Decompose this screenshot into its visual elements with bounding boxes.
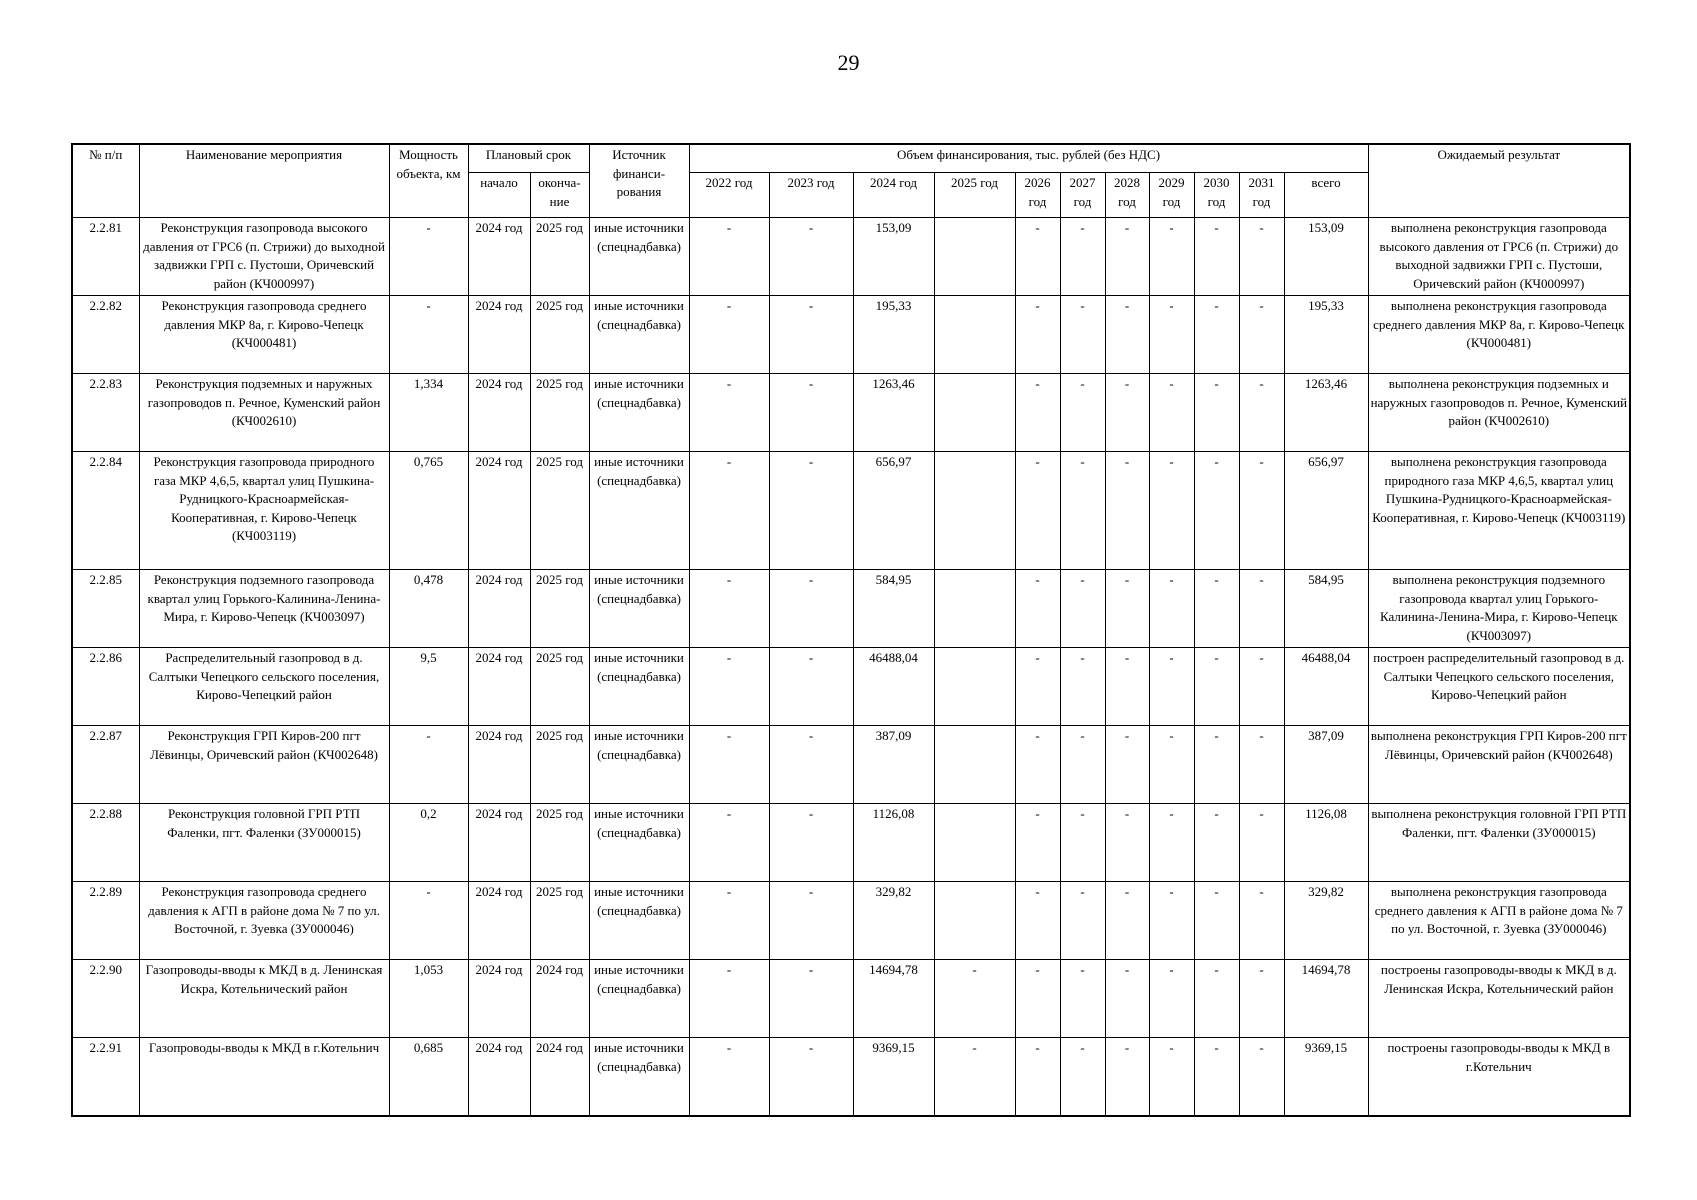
cell-2022: - — [689, 648, 769, 726]
cell-num: 2.2.83 — [72, 374, 139, 452]
cell-2031: - — [1239, 804, 1284, 882]
cell-2025 — [934, 452, 1015, 570]
cell-start: 2024 год — [468, 804, 530, 882]
cell-result: выполнена реконструкция газопровода природного газа МКР 4,6,5, квартал улиц Пушкина-Рудницкого-Красноармейская-Кооперативная, г. Кирово-Чепецк (КЧ003119) — [1368, 452, 1630, 570]
cell-2028: - — [1105, 960, 1149, 1038]
cell-num: 2.2.89 — [72, 882, 139, 960]
cell-start: 2024 год — [468, 570, 530, 648]
cell-capacity: - — [389, 726, 468, 804]
cell-2023: - — [769, 218, 853, 296]
cell-num: 2.2.90 — [72, 960, 139, 1038]
cell-2023: - — [769, 726, 853, 804]
cell-2025 — [934, 296, 1015, 374]
cell-source: иные источники (спецнадбавка) — [589, 960, 689, 1038]
cell-end: 2025 год — [530, 296, 589, 374]
cell-result: построены газопроводы-вводы к МКД в д. Ленинская Искра, Котельнический район — [1368, 960, 1630, 1038]
cell-2030: - — [1194, 570, 1239, 648]
table-row — [72, 1038, 1630, 1116]
cell-2028: - — [1105, 374, 1149, 452]
table-row — [72, 452, 1630, 570]
cell-name: Реконструкция подземного газопровода квартал улиц Горького-Калинина-Ленина-Мира, г. Кирово-Чепецк (КЧ003097) — [139, 570, 389, 648]
header-year-2028: 2028 год — [1105, 173, 1149, 218]
header-year-2025: 2025 год — [934, 173, 1015, 218]
cell-num: 2.2.87 — [72, 726, 139, 804]
cell-2030: - — [1194, 296, 1239, 374]
cell-2030: - — [1194, 960, 1239, 1038]
cell-end: 2025 год — [530, 374, 589, 452]
cell-capacity: 0,2 — [389, 804, 468, 882]
table-row — [72, 374, 1630, 452]
table-row — [72, 296, 1630, 374]
cell-2028: - — [1105, 570, 1149, 648]
cell-2025: - — [934, 1038, 1015, 1116]
cell-2022: - — [689, 374, 769, 452]
cell-2025 — [934, 218, 1015, 296]
header-year-2027: 2027 год — [1060, 173, 1105, 218]
cell-2026: - — [1015, 1038, 1060, 1116]
cell-2022: - — [689, 452, 769, 570]
cell-result: выполнена реконструкция головной ГРП РТП Фаленки, пгт. Фаленки (ЗУ000015) — [1368, 804, 1630, 882]
cell-name: Реконструкция головной ГРП РТП Фаленки, пгт. Фаленки (ЗУ000015) — [139, 804, 389, 882]
cell-2030: - — [1194, 218, 1239, 296]
cell-2029: - — [1149, 374, 1194, 452]
cell-2028: - — [1105, 804, 1149, 882]
cell-2022: - — [689, 960, 769, 1038]
cell-start: 2024 год — [468, 218, 530, 296]
header-start: начало — [468, 173, 530, 218]
cell-2026: - — [1015, 374, 1060, 452]
cell-2031: - — [1239, 882, 1284, 960]
cell-2022: - — [689, 804, 769, 882]
cell-2030: - — [1194, 374, 1239, 452]
cell-2029: - — [1149, 804, 1194, 882]
cell-capacity: 0,478 — [389, 570, 468, 648]
cell-2024: 656,97 — [853, 452, 934, 570]
cell-2029: - — [1149, 960, 1194, 1038]
header-total: всего — [1284, 173, 1368, 218]
cell-start: 2024 год — [468, 1038, 530, 1116]
cell-end: 2024 год — [530, 960, 589, 1038]
header-result: Ожидаемый результат — [1368, 144, 1630, 218]
cell-2027: - — [1060, 296, 1105, 374]
cell-capacity: 0,765 — [389, 452, 468, 570]
cell-source: иные источники (спецнадбавка) — [589, 1038, 689, 1116]
cell-num: 2.2.81 — [72, 218, 139, 296]
cell-2023: - — [769, 374, 853, 452]
cell-name: Реконструкция ГРП Киров-200 пгт Лёвинцы, Оричевский район (КЧ002648) — [139, 726, 389, 804]
cell-name: Реконструкция газопровода среднего давления МКР 8а, г. Кирово-Чепецк (КЧ000481) — [139, 296, 389, 374]
cell-end: 2025 год — [530, 882, 589, 960]
cell-2027: - — [1060, 570, 1105, 648]
cell-2027: - — [1060, 1038, 1105, 1116]
cell-capacity: 9,5 — [389, 648, 468, 726]
cell-start: 2024 год — [468, 726, 530, 804]
cell-2031: - — [1239, 218, 1284, 296]
cell-2031: - — [1239, 1038, 1284, 1116]
header-source: Источник финанси-рования — [589, 144, 689, 218]
cell-2027: - — [1060, 374, 1105, 452]
cell-2024: 584,95 — [853, 570, 934, 648]
cell-capacity: 1,334 — [389, 374, 468, 452]
cell-name: Газопроводы-вводы к МКД в г.Котельнич — [139, 1038, 389, 1116]
header-plan: Плановый срок — [468, 144, 589, 173]
cell-capacity: - — [389, 218, 468, 296]
cell-2025 — [934, 374, 1015, 452]
cell-2029: - — [1149, 218, 1194, 296]
cell-2026: - — [1015, 218, 1060, 296]
cell-source: иные источники (спецнадбавка) — [589, 804, 689, 882]
header-year-2029: 2029 год — [1149, 173, 1194, 218]
cell-2030: - — [1194, 804, 1239, 882]
cell-total: 1126,08 — [1284, 804, 1368, 882]
cell-2031: - — [1239, 648, 1284, 726]
cell-start: 2024 год — [468, 648, 530, 726]
header-year-2031: 2031 год — [1239, 173, 1284, 218]
cell-source: иные источники (спецнадбавка) — [589, 374, 689, 452]
cell-2029: - — [1149, 570, 1194, 648]
cell-2026: - — [1015, 296, 1060, 374]
cell-total: 656,97 — [1284, 452, 1368, 570]
cell-2029: - — [1149, 648, 1194, 726]
table-row — [72, 648, 1630, 726]
cell-end: 2025 год — [530, 218, 589, 296]
cell-start: 2024 год — [468, 296, 530, 374]
cell-result: выполнена реконструкция газопровода высокого давления от ГРС6 (п. Стрижи) до выходной задвижки ГРП с. Пустоши, Оричевский район (КЧ000997) — [1368, 218, 1630, 296]
cell-2028: - — [1105, 218, 1149, 296]
cell-2024: 1263,46 — [853, 374, 934, 452]
cell-2026: - — [1015, 804, 1060, 882]
header-year-2023: 2023 год — [769, 173, 853, 218]
cell-num: 2.2.85 — [72, 570, 139, 648]
cell-2022: - — [689, 726, 769, 804]
cell-total: 387,09 — [1284, 726, 1368, 804]
cell-2024: 9369,15 — [853, 1038, 934, 1116]
cell-start: 2024 год — [468, 374, 530, 452]
cell-2022: - — [689, 882, 769, 960]
table-row — [72, 960, 1630, 1038]
cell-2028: - — [1105, 726, 1149, 804]
cell-2027: - — [1060, 960, 1105, 1038]
cell-num: 2.2.82 — [72, 296, 139, 374]
cell-total: 153,09 — [1284, 218, 1368, 296]
cell-start: 2024 год — [468, 882, 530, 960]
cell-2027: - — [1060, 726, 1105, 804]
header-year-2030: 2030 год — [1194, 173, 1239, 218]
cell-2030: - — [1194, 882, 1239, 960]
cell-capacity: 1,053 — [389, 960, 468, 1038]
cell-2024: 1126,08 — [853, 804, 934, 882]
cell-2028: - — [1105, 296, 1149, 374]
cell-2023: - — [769, 648, 853, 726]
cell-2031: - — [1239, 374, 1284, 452]
cell-2029: - — [1149, 882, 1194, 960]
cell-capacity: 0,685 — [389, 1038, 468, 1116]
cell-2031: - — [1239, 726, 1284, 804]
cell-total: 584,95 — [1284, 570, 1368, 648]
cell-2031: - — [1239, 452, 1284, 570]
cell-source: иные источники (спецнадбавка) — [589, 570, 689, 648]
cell-2028: - — [1105, 882, 1149, 960]
cell-source: иные источники (спецнадбавка) — [589, 882, 689, 960]
cell-2024: 14694,78 — [853, 960, 934, 1038]
cell-capacity: - — [389, 296, 468, 374]
cell-num: 2.2.86 — [72, 648, 139, 726]
cell-num: 2.2.91 — [72, 1038, 139, 1116]
cell-total: 14694,78 — [1284, 960, 1368, 1038]
cell-end: 2024 год — [530, 1038, 589, 1116]
cell-result: выполнена реконструкция подземных и наружных газопроводов п. Речное, Куменский район (КЧ002610) — [1368, 374, 1630, 452]
financing-table — [71, 143, 1631, 1117]
table-body — [72, 218, 1630, 1116]
table-row — [72, 570, 1630, 648]
cell-source: иные источники (спецнадбавка) — [589, 648, 689, 726]
cell-2029: - — [1149, 452, 1194, 570]
cell-2025 — [934, 882, 1015, 960]
cell-result: выполнена реконструкция подземного газопровода квартал улиц Горького-Калинина-Ленина-Мира, г. Кирово-Чепецк (КЧ003097) — [1368, 570, 1630, 648]
table-row — [72, 218, 1630, 296]
cell-total: 329,82 — [1284, 882, 1368, 960]
cell-2022: - — [689, 296, 769, 374]
cell-2026: - — [1015, 452, 1060, 570]
table-row — [72, 726, 1630, 804]
cell-2023: - — [769, 1038, 853, 1116]
cell-2022: - — [689, 218, 769, 296]
header-year-2022: 2022 год — [689, 173, 769, 218]
header-num: № п/п — [72, 144, 139, 218]
cell-2030: - — [1194, 1038, 1239, 1116]
cell-2023: - — [769, 960, 853, 1038]
cell-name: Реконструкция газопровода среднего давления к АГП в районе дома № 7 по ул. Восточной, г. Зуевка (ЗУ000046) — [139, 882, 389, 960]
cell-name: Распределительный газопровод в д. Салтыки Чепецкого сельского поселения, Кирово-Чепецкий район — [139, 648, 389, 726]
page-number: 29 — [837, 50, 860, 75]
cell-2023: - — [769, 570, 853, 648]
cell-result: выполнена реконструкция газопровода среднего давления к АГП в районе дома № 7 по ул. Восточной, г. Зуевка (ЗУ000046) — [1368, 882, 1630, 960]
table-row — [72, 882, 1630, 960]
table-row — [72, 804, 1630, 882]
cell-name: Газопроводы-вводы к МКД в д. Ленинская Искра, Котельнический район — [139, 960, 389, 1038]
cell-2031: - — [1239, 570, 1284, 648]
cell-2029: - — [1149, 296, 1194, 374]
cell-end: 2025 год — [530, 726, 589, 804]
cell-total: 1263,46 — [1284, 374, 1368, 452]
cell-2025 — [934, 804, 1015, 882]
header-year-2024: 2024 год — [853, 173, 934, 218]
header-name: Наименование мероприятия — [139, 144, 389, 218]
cell-2027: - — [1060, 452, 1105, 570]
cell-2025: - — [934, 960, 1015, 1038]
cell-2029: - — [1149, 1038, 1194, 1116]
header-capacity: Мощность объекта, км — [389, 144, 468, 218]
cell-name: Реконструкция подземных и наружных газопроводов п. Речное, Куменский район (КЧ002610) — [139, 374, 389, 452]
cell-2027: - — [1060, 218, 1105, 296]
cell-2031: - — [1239, 296, 1284, 374]
cell-end: 2025 год — [530, 570, 589, 648]
cell-2022: - — [689, 570, 769, 648]
cell-2030: - — [1194, 648, 1239, 726]
cell-2024: 329,82 — [853, 882, 934, 960]
cell-num: 2.2.84 — [72, 452, 139, 570]
cell-2024: 46488,04 — [853, 648, 934, 726]
cell-2023: - — [769, 452, 853, 570]
cell-source: иные источники (спецнадбавка) — [589, 726, 689, 804]
cell-2026: - — [1015, 960, 1060, 1038]
cell-start: 2024 год — [468, 452, 530, 570]
cell-total: 9369,15 — [1284, 1038, 1368, 1116]
cell-total: 195,33 — [1284, 296, 1368, 374]
cell-2022: - — [689, 1038, 769, 1116]
cell-2025 — [934, 726, 1015, 804]
cell-end: 2025 год — [530, 648, 589, 726]
cell-2030: - — [1194, 452, 1239, 570]
cell-2031: - — [1239, 960, 1284, 1038]
cell-result: построены газопроводы-вводы к МКД в г.Котельнич — [1368, 1038, 1630, 1116]
cell-2028: - — [1105, 452, 1149, 570]
cell-end: 2025 год — [530, 452, 589, 570]
cell-name: Реконструкция газопровода природного газа МКР 4,6,5, квартал улиц Пушкина-Рудницкого-Красноармейская-Кооперативная, г. Кирово-Чепецк (КЧ003119) — [139, 452, 389, 570]
cell-2028: - — [1105, 1038, 1149, 1116]
cell-name: Реконструкция газопровода высокого давления от ГРС6 (п. Стрижи) до выходной задвижки ГРП с. Пустоши, Оричевский район (КЧ000997) — [139, 218, 389, 296]
cell-2023: - — [769, 804, 853, 882]
cell-2025 — [934, 648, 1015, 726]
cell-2027: - — [1060, 648, 1105, 726]
header-year-2026: 2026 год — [1015, 173, 1060, 218]
cell-start: 2024 год — [468, 960, 530, 1038]
cell-2026: - — [1015, 882, 1060, 960]
cell-capacity: - — [389, 882, 468, 960]
header-end: оконча-ние — [530, 173, 589, 218]
cell-2029: - — [1149, 726, 1194, 804]
cell-2023: - — [769, 882, 853, 960]
cell-end: 2025 год — [530, 804, 589, 882]
cell-total: 46488,04 — [1284, 648, 1368, 726]
cell-source: иные источники (спецнадбавка) — [589, 296, 689, 374]
cell-2024: 153,09 — [853, 218, 934, 296]
cell-2028: - — [1105, 648, 1149, 726]
cell-2024: 387,09 — [853, 726, 934, 804]
cell-2027: - — [1060, 882, 1105, 960]
cell-source: иные источники (спецнадбавка) — [589, 218, 689, 296]
cell-result: выполнена реконструкция ГРП Киров-200 пгт Лёвинцы, Оричевский район (КЧ002648) — [1368, 726, 1630, 804]
cell-2026: - — [1015, 648, 1060, 726]
cell-2023: - — [769, 296, 853, 374]
cell-2030: - — [1194, 726, 1239, 804]
cell-num: 2.2.88 — [72, 804, 139, 882]
cell-2026: - — [1015, 726, 1060, 804]
cell-2027: - — [1060, 804, 1105, 882]
cell-result: выполнена реконструкция газопровода среднего давления МКР 8а, г. Кирово-Чепецк (КЧ000481) — [1368, 296, 1630, 374]
header-funding: Объем финансирования, тыс. рублей (без НДС) — [689, 144, 1368, 173]
cell-source: иные источники (спецнадбавка) — [589, 452, 689, 570]
cell-result: построен распределительный газопровод в д. Салтыки Чепецкого сельского поселения, Кирово-Чепецкий район — [1368, 648, 1630, 726]
cell-2024: 195,33 — [853, 296, 934, 374]
cell-2025 — [934, 570, 1015, 648]
cell-2026: - — [1015, 570, 1060, 648]
